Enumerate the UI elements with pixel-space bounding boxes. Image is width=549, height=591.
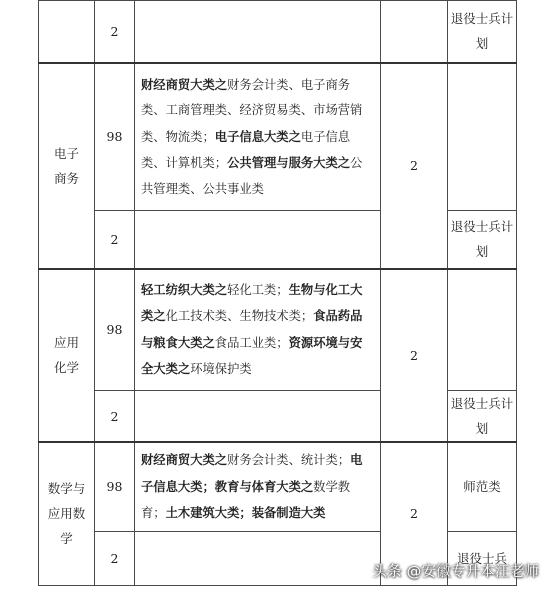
major-cell: 电子 商务 xyxy=(39,63,95,269)
shared-count-cell: 2 xyxy=(381,269,448,443)
categories-cell xyxy=(135,211,381,269)
category-detail-text: 食品工业类； xyxy=(214,335,289,350)
major-cell: 应用 化学 xyxy=(39,269,95,443)
category-group-label: 土木建筑大类；装备制造大类 xyxy=(165,505,326,520)
category-group-label: 财经商贸大类之 xyxy=(141,452,228,467)
count-cell: 98 xyxy=(95,442,135,531)
note-cell: 师范类 xyxy=(448,442,517,531)
category-detail-text: 公共管理类、公共事业类 xyxy=(141,156,363,196)
category-group-label: 资源环境与安全大类之 xyxy=(141,334,363,377)
category-group-label: 财经商贸大类之 xyxy=(141,76,228,92)
count-cell: 2 xyxy=(95,1,135,63)
table-row xyxy=(39,269,517,391)
category-detail-text: 轻化工类； xyxy=(227,282,289,297)
category-detail-text: 环境保护类 xyxy=(190,362,252,377)
category-detail-text: 财务会计类、统计类； xyxy=(227,453,351,467)
count-cell: 98 xyxy=(95,63,135,211)
categories-cell xyxy=(135,1,381,63)
categories-cell xyxy=(135,531,381,585)
major-cell: 数学与 应用数 学 xyxy=(39,442,95,585)
category-group-label: 电子信息大类；教育与体育大类之 xyxy=(141,452,363,494)
categories-cell xyxy=(135,391,381,443)
note-cell xyxy=(448,269,517,391)
categories-cell xyxy=(135,269,381,391)
categories-cell xyxy=(135,442,381,531)
count-cell: 2 xyxy=(95,211,135,269)
note-cell: 退役士兵计划 xyxy=(448,391,517,443)
table-row xyxy=(39,442,517,531)
count-cell: 2 xyxy=(95,391,135,443)
table-row xyxy=(39,63,517,211)
category-group-label: 公共管理与服务大类之 xyxy=(227,155,351,170)
watermark: 头条 @安徽专升本汪老师 xyxy=(372,564,539,580)
category-group-label: 电子信息大类之 xyxy=(214,128,301,144)
count-cell: 2 xyxy=(95,531,135,585)
note-cell xyxy=(448,63,517,211)
admission-plan-table xyxy=(38,0,517,586)
category-group-label: 食品药品与粮食大类之 xyxy=(141,308,363,350)
shared-count-cell: 2 xyxy=(381,442,448,585)
count-cell: 98 xyxy=(95,269,135,391)
major-cell xyxy=(39,1,95,63)
category-detail-text: 财务会计类、电子商务类、工商管理类、经济贸易类、市场营销类、物流类； xyxy=(141,77,363,144)
category-group-label: 轻工纺织大类之 xyxy=(141,281,228,297)
table-row xyxy=(39,1,517,63)
category-detail-text: 化工技术类、生物技术类； xyxy=(165,309,314,324)
shared-cell xyxy=(381,1,448,63)
categories-cell xyxy=(135,63,381,211)
note-cell: 退役士兵计划 xyxy=(448,1,517,63)
note-cell: 退役士兵 xyxy=(448,531,517,585)
note-cell: 退役士兵计划 xyxy=(448,211,517,269)
shared-count-cell: 2 xyxy=(381,63,448,269)
category-detail-text: 数学教育； xyxy=(141,479,351,520)
category-group-label: 生物与化工大类之 xyxy=(141,281,363,324)
category-detail-text: 电子信息类、计算机类； xyxy=(141,129,351,170)
